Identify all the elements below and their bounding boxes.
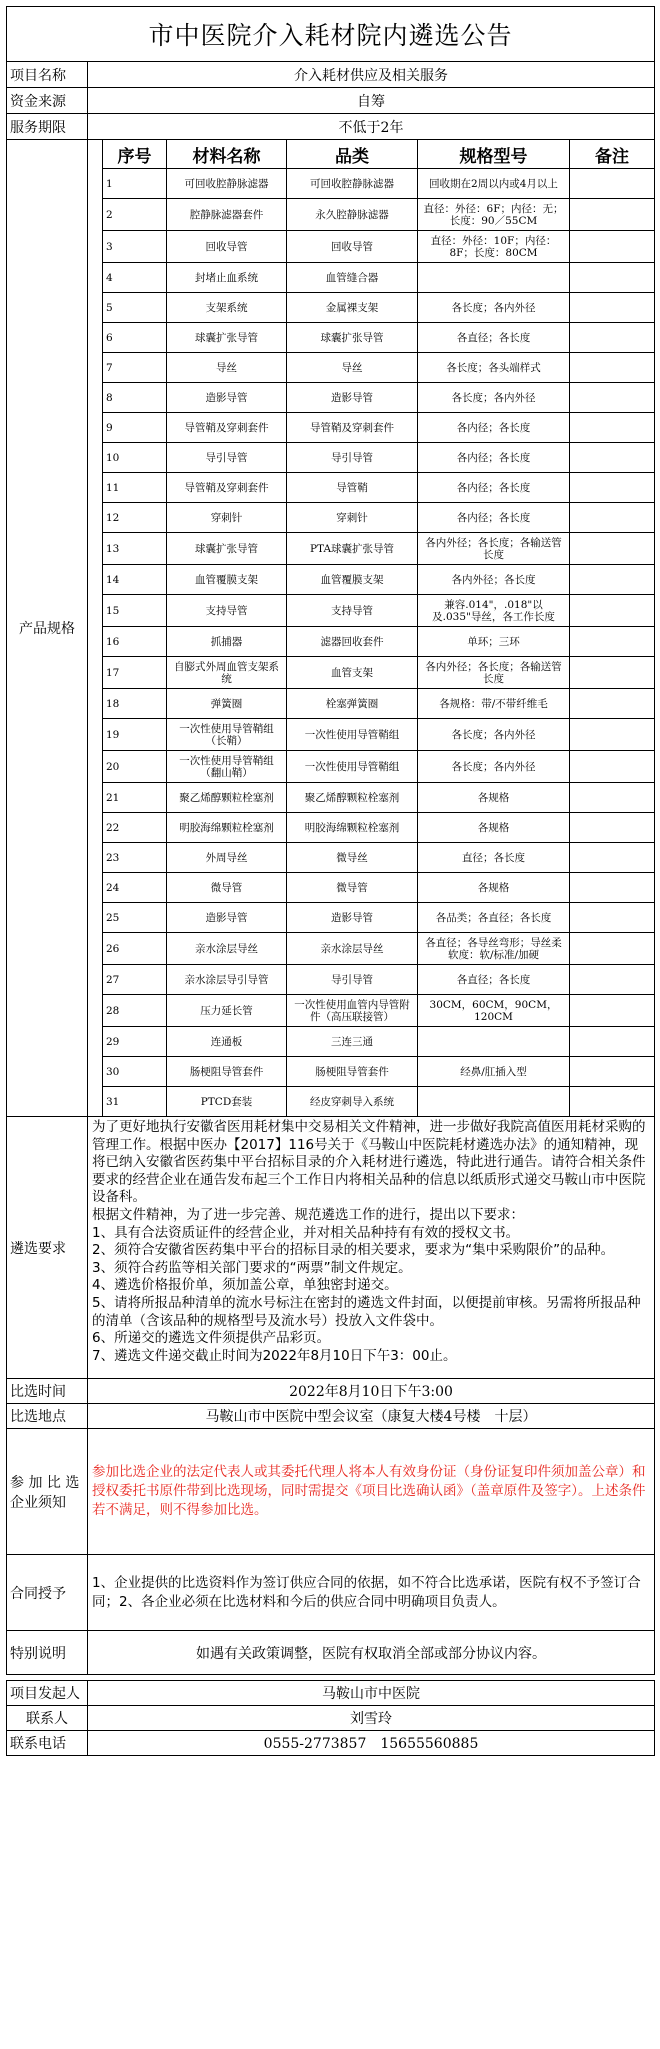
row-note bbox=[570, 231, 655, 263]
requirements-text bbox=[88, 1117, 655, 1379]
row-note bbox=[570, 199, 655, 231]
row-category: 血管缝合器 bbox=[287, 263, 418, 293]
row-no: 27 bbox=[103, 965, 167, 995]
row-spec-model: 经鼻/肛插入型 bbox=[418, 1057, 570, 1087]
initiator-value: 马鞍山市中医院 bbox=[88, 1681, 655, 1706]
row-note bbox=[570, 965, 655, 995]
row-no: 19 bbox=[103, 719, 167, 751]
row-material-name: 球囊扩张导管 bbox=[167, 533, 287, 565]
requirement-paragraph: 6、所递交的遴选文件须提供产品彩页。 bbox=[92, 1330, 331, 1347]
row-material-name: 外周导丝 bbox=[167, 843, 287, 873]
row-material-name: 亲水涂层导丝 bbox=[167, 933, 287, 965]
row-note bbox=[570, 353, 655, 383]
row-no: 13 bbox=[103, 533, 167, 565]
row-note bbox=[570, 1027, 655, 1057]
row-material-name: 聚乙烯醇颗粒栓塞剂 bbox=[167, 783, 287, 813]
row-note bbox=[570, 473, 655, 503]
row-material-name: 微导管 bbox=[167, 873, 287, 903]
table-row bbox=[7, 565, 655, 595]
row-spec-model: 30CM，60CM，90CM，120CM bbox=[418, 995, 570, 1027]
row-material-name: 肠梗阻导管套件 bbox=[167, 1057, 287, 1087]
table-row bbox=[7, 263, 655, 293]
row-no: 23 bbox=[103, 843, 167, 873]
row-spec-model: 各直径；各长度 bbox=[418, 965, 570, 995]
row-note bbox=[570, 689, 655, 719]
row-material-name: 一次性使用导管鞘组（翻山鞘） bbox=[167, 751, 287, 783]
row-category: 一次性使用导管鞘组 bbox=[287, 751, 418, 783]
row-spec-model: 各长度；各头端样式 bbox=[418, 353, 570, 383]
row-material-name: 压力延长管 bbox=[167, 995, 287, 1027]
row-spec-model: 各内径；各长度 bbox=[418, 443, 570, 473]
row-note bbox=[570, 903, 655, 933]
requirement-paragraph: 4、遴选价格报价单，须加盖公章，单独密封递交。 bbox=[92, 1277, 398, 1294]
row-category: 聚乙烯醇颗粒栓塞剂 bbox=[287, 783, 418, 813]
bid-time-label: 比选时间 bbox=[7, 1379, 88, 1404]
row-category: 金属裸支架 bbox=[287, 293, 418, 323]
row-material-name: 球囊扩张导管 bbox=[167, 323, 287, 353]
row-material-name: 导引导管 bbox=[167, 443, 287, 473]
table-row bbox=[7, 199, 655, 231]
row-note bbox=[570, 533, 655, 565]
row-material-name: 造影导管 bbox=[167, 903, 287, 933]
row-no: 17 bbox=[103, 657, 167, 689]
row-no: 28 bbox=[103, 995, 167, 1027]
table-row bbox=[7, 627, 655, 657]
table-row bbox=[7, 843, 655, 873]
row-note bbox=[570, 657, 655, 689]
row-material-name: 支持导管 bbox=[167, 595, 287, 627]
special-label: 特别说明 bbox=[7, 1631, 88, 1675]
row-spec-model bbox=[418, 1087, 570, 1117]
row-note bbox=[570, 995, 655, 1027]
row-no: 4 bbox=[103, 263, 167, 293]
row-category: 支持导管 bbox=[287, 595, 418, 627]
table-row bbox=[7, 965, 655, 995]
row-category: 导引导管 bbox=[287, 443, 418, 473]
row-spec-model: 各直径；各长度 bbox=[418, 323, 570, 353]
row-spec-model bbox=[418, 1027, 570, 1057]
row-spec-model bbox=[418, 263, 570, 293]
announcement-sheet bbox=[6, 6, 654, 2043]
row-spec-model: 各内外径；各长度；各输送管长度 bbox=[418, 657, 570, 689]
row-category: 明胶海绵颗粒栓塞剂 bbox=[287, 813, 418, 843]
row-category: 永久腔静脉滤器 bbox=[287, 199, 418, 231]
row-category: 一次性使用导管鞘组 bbox=[287, 719, 418, 751]
row-note bbox=[570, 503, 655, 533]
row-spec-model: 各长度；各内外径 bbox=[418, 383, 570, 413]
table-row bbox=[7, 873, 655, 903]
row-category: 导引导管 bbox=[287, 965, 418, 995]
special-text: 如遇有关政策调整，医院有权取消全部或部分协议内容。 bbox=[88, 1631, 655, 1675]
row-material-name: 导丝 bbox=[167, 353, 287, 383]
row-no: 24 bbox=[103, 873, 167, 903]
row-no: 2 bbox=[103, 199, 167, 231]
row-category: 造影导管 bbox=[287, 383, 418, 413]
requirements-label: 遴选要求 bbox=[7, 1117, 88, 1379]
row-note bbox=[570, 1057, 655, 1087]
table-row bbox=[7, 1087, 655, 1117]
requirement-paragraph: 3、须符合药监等相关部门要求的“两票”制文件规定。 bbox=[92, 1259, 412, 1276]
header-spec-model: 规格型号 bbox=[418, 140, 570, 169]
notice-label-line1: 参 加 比 选 bbox=[10, 1474, 80, 1491]
row-material-name: 弹簧圈 bbox=[167, 689, 287, 719]
row-no: 5 bbox=[103, 293, 167, 323]
contact-label: 联系人 bbox=[7, 1706, 88, 1731]
row-material-name: 腔静脉滤器套件 bbox=[167, 199, 287, 231]
service-period-value: 不低于2年 bbox=[88, 114, 655, 140]
row-note bbox=[570, 1087, 655, 1117]
row-category: 造影导管 bbox=[287, 903, 418, 933]
row-no: 20 bbox=[103, 751, 167, 783]
table-row bbox=[7, 595, 655, 627]
row-material-name: 回收导管 bbox=[167, 231, 287, 263]
row-category: 三连三通 bbox=[287, 1027, 418, 1057]
table-row bbox=[7, 503, 655, 533]
table-row bbox=[7, 293, 655, 323]
row-spec-model: 各品类；各直径；各长度 bbox=[418, 903, 570, 933]
row-note bbox=[570, 783, 655, 813]
table-row bbox=[7, 1057, 655, 1087]
table-row bbox=[7, 353, 655, 383]
row-no: 26 bbox=[103, 933, 167, 965]
row-spec-model: 兼容.014"，.018"以及.035"导丝，各工作长度 bbox=[418, 595, 570, 627]
row-spec-model: 各规格 bbox=[418, 873, 570, 903]
announcement-table bbox=[6, 6, 655, 1756]
notice-label-line2: 企业须知 bbox=[10, 1494, 66, 1511]
row-material-name: 亲水涂层导引导管 bbox=[167, 965, 287, 995]
row-no: 21 bbox=[103, 783, 167, 813]
row-category: 经皮穿刺导入系统 bbox=[287, 1087, 418, 1117]
row-category: 可回收腔静脉滤器 bbox=[287, 169, 418, 199]
row-category: 导丝 bbox=[287, 353, 418, 383]
contract-text: 1、企业提供的比选资料作为签订供应合同的依据，如不符合比选承诺，医院有权不予签订合同；2、各企业必须在比选材料和今后的供应合同中明确项目负责人。 bbox=[88, 1555, 655, 1631]
header-no: 序号 bbox=[103, 140, 167, 169]
row-no: 16 bbox=[103, 627, 167, 657]
row-material-name: 可回收腔静脉滤器 bbox=[167, 169, 287, 199]
table-row bbox=[7, 813, 655, 843]
row-material-name: 一次性使用导管鞘组（长鞘） bbox=[167, 719, 287, 751]
table-row bbox=[7, 657, 655, 689]
row-note bbox=[570, 873, 655, 903]
requirement-paragraph: 5、请将所报品种清单的流水号标注在密封的遴选文件封面，以便提前审核。另需将所报品种的清单（含该品种的规格型号及流水号）投放入文件袋中。 bbox=[92, 1294, 641, 1329]
table-row bbox=[7, 443, 655, 473]
row-category: 微导丝 bbox=[287, 843, 418, 873]
row-category: 回收导管 bbox=[287, 231, 418, 263]
table-row bbox=[7, 903, 655, 933]
row-spec-model: 各长度；各内外径 bbox=[418, 719, 570, 751]
row-no: 14 bbox=[103, 565, 167, 595]
row-material-name: PTCD套装 bbox=[167, 1087, 287, 1117]
row-category: 亲水涂层导丝 bbox=[287, 933, 418, 965]
row-no: 30 bbox=[103, 1057, 167, 1087]
row-category: 球囊扩张导管 bbox=[287, 323, 418, 353]
row-material-name: 导管鞘及穿刺套件 bbox=[167, 473, 287, 503]
table-row bbox=[7, 413, 655, 443]
row-category: 血管覆膜支架 bbox=[287, 565, 418, 595]
row-material-name: 封堵止血系统 bbox=[167, 263, 287, 293]
row-spec-model: 各内径；各长度 bbox=[418, 503, 570, 533]
table-row bbox=[7, 719, 655, 751]
row-material-name: 自膨式外周血管支架系统 bbox=[167, 657, 287, 689]
row-spec-model: 回收期在2周以内或4月以上 bbox=[418, 169, 570, 199]
row-note bbox=[570, 413, 655, 443]
header-material-name: 材料名称 bbox=[167, 140, 287, 169]
row-spec-model: 各规格 bbox=[418, 783, 570, 813]
row-category: 血管支架 bbox=[287, 657, 418, 689]
row-spec-model: 各内外径；各长度；各输送管长度 bbox=[418, 533, 570, 565]
row-no: 18 bbox=[103, 689, 167, 719]
row-spec-model: 各长度；各内外径 bbox=[418, 751, 570, 783]
row-note bbox=[570, 719, 655, 751]
bid-place-value: 马鞍山市中医院中型会议室（康复大楼4号楼 十层） bbox=[88, 1404, 655, 1429]
row-note bbox=[570, 263, 655, 293]
table-row bbox=[7, 383, 655, 413]
row-spec-model: 直径；各长度 bbox=[418, 843, 570, 873]
row-spec-model: 各规格：带/不带纤维毛 bbox=[418, 689, 570, 719]
row-spec-model: 直径：外径：10F；内径：8F；长度：80CM bbox=[418, 231, 570, 263]
row-note bbox=[570, 383, 655, 413]
row-no: 9 bbox=[103, 413, 167, 443]
phone-value: 0555-2773857 15655560885 bbox=[88, 1731, 655, 1756]
row-no: 11 bbox=[103, 473, 167, 503]
table-row bbox=[7, 533, 655, 565]
row-no: 6 bbox=[103, 323, 167, 353]
row-spec-model: 各内径；各长度 bbox=[418, 413, 570, 443]
row-spec-model: 各内外径；各长度 bbox=[418, 565, 570, 595]
row-no: 12 bbox=[103, 503, 167, 533]
spec-gutter bbox=[88, 140, 103, 1117]
requirement-paragraph: 根据文件精神，为了进一步完善、规范遴选工作的进行，提出以下要求： bbox=[92, 1206, 524, 1223]
row-no: 25 bbox=[103, 903, 167, 933]
row-category: 导管鞘 bbox=[287, 473, 418, 503]
table-row bbox=[7, 783, 655, 813]
header-note: 备注 bbox=[570, 140, 655, 169]
row-material-name: 造影导管 bbox=[167, 383, 287, 413]
requirement-paragraph: 1、具有合法资质证件的经营企业，并对相关品种持有有效的授权文书。 bbox=[92, 1224, 520, 1241]
row-category: 肠梗阻导管套件 bbox=[287, 1057, 418, 1087]
row-note bbox=[570, 843, 655, 873]
row-material-name: 血管覆膜支架 bbox=[167, 565, 287, 595]
requirement-paragraph: 7、遴选文件递交截止时间为2022年8月10日下午3：00止。 bbox=[92, 1347, 457, 1364]
table-row bbox=[7, 933, 655, 965]
row-material-name: 抓捕器 bbox=[167, 627, 287, 657]
row-spec-model: 各长度；各内外径 bbox=[418, 293, 570, 323]
row-category: 导管鞘及穿刺套件 bbox=[287, 413, 418, 443]
row-note bbox=[570, 751, 655, 783]
table-row bbox=[7, 995, 655, 1027]
project-name-value: 介入耗材供应及相关服务 bbox=[88, 62, 655, 88]
row-no: 29 bbox=[103, 1027, 167, 1057]
row-spec-model: 各内径；各长度 bbox=[418, 473, 570, 503]
contact-value: 刘雪玲 bbox=[88, 1706, 655, 1731]
service-period-label: 服务期限 bbox=[7, 114, 88, 140]
table-row bbox=[7, 169, 655, 199]
spec-section-label: 产品规格 bbox=[7, 140, 88, 1117]
initiator-label: 项目发起人 bbox=[7, 1681, 88, 1706]
phone-label: 联系电话 bbox=[7, 1731, 88, 1756]
header-category: 品类 bbox=[287, 140, 418, 169]
row-category: 栓塞弹簧圈 bbox=[287, 689, 418, 719]
notice-label bbox=[7, 1429, 88, 1555]
row-no: 10 bbox=[103, 443, 167, 473]
funding-value: 自筹 bbox=[88, 88, 655, 114]
row-material-name: 明胶海绵颗粒栓塞剂 bbox=[167, 813, 287, 843]
row-no: 22 bbox=[103, 813, 167, 843]
row-spec-model: 单环；三环 bbox=[418, 627, 570, 657]
row-note bbox=[570, 443, 655, 473]
row-category: 微导管 bbox=[287, 873, 418, 903]
row-spec-model: 直径：外径：6F；内径：无；长度：90／55CM bbox=[418, 199, 570, 231]
row-note bbox=[570, 323, 655, 353]
row-note bbox=[570, 565, 655, 595]
row-no: 3 bbox=[103, 231, 167, 263]
row-category: 穿刺针 bbox=[287, 503, 418, 533]
row-category: 一次性使用血管内导管附件（高压联接管） bbox=[287, 995, 418, 1027]
row-no: 1 bbox=[103, 169, 167, 199]
row-note bbox=[570, 627, 655, 657]
row-material-name: 穿刺针 bbox=[167, 503, 287, 533]
row-category: 滤器回收套件 bbox=[287, 627, 418, 657]
project-name-label: 项目名称 bbox=[7, 62, 88, 88]
row-material-name: 支架系统 bbox=[167, 293, 287, 323]
row-no: 15 bbox=[103, 595, 167, 627]
row-note bbox=[570, 595, 655, 627]
row-no: 31 bbox=[103, 1087, 167, 1117]
table-row bbox=[7, 1027, 655, 1057]
row-material-name: 导管鞘及穿刺套件 bbox=[167, 413, 287, 443]
row-note bbox=[570, 813, 655, 843]
table-row bbox=[7, 231, 655, 263]
row-category: PTA球囊扩张导管 bbox=[287, 533, 418, 565]
table-row bbox=[7, 323, 655, 353]
requirement-paragraph: 为了更好地执行安徽省医用耗材集中交易相关文件精神，进一步做好我院高值医用耗材采购的管理工作。根据中医办【2017】116号关于《马鞍山中医院耗材遴选办法》的通知精神，现将已纳入安徽省医药集中平台招标目录的介入耗材进行遴选，特此进行通告。请符合相关条件要求的经营企业在通告发布起三个工作日内将相关品种的信息以纸质形式递交马鞍山市中医院设备科。 bbox=[92, 1119, 646, 1206]
table-row bbox=[7, 473, 655, 503]
table-row bbox=[7, 689, 655, 719]
row-note bbox=[570, 293, 655, 323]
row-no: 8 bbox=[103, 383, 167, 413]
row-note bbox=[570, 933, 655, 965]
notice-text: 参加比选企业的法定代表人或其委托代理人将本人有效身份证（身份证复印件须加盖公章）和授权委托书原件带到比选现场，同时需提交《项目比选确认函》（盖章原件及签字）。上述条件若不满足，则不得参加比选。 bbox=[88, 1429, 655, 1555]
row-material-name: 连通板 bbox=[167, 1027, 287, 1057]
row-spec-model: 各规格 bbox=[418, 813, 570, 843]
contract-label: 合同授予 bbox=[7, 1555, 88, 1631]
bid-time-value: 2022年8月10日下午3:00 bbox=[88, 1379, 655, 1404]
table-row bbox=[7, 751, 655, 783]
funding-label: 资金来源 bbox=[7, 88, 88, 114]
page-title: 市中医院介入耗材院内遴选公告 bbox=[7, 7, 655, 62]
row-note bbox=[570, 169, 655, 199]
requirement-paragraph: 2、须符合安徽省医药集中平台的招标目录的相关要求，要求为“集中采购限价”的品种。 bbox=[92, 1242, 615, 1259]
row-no: 7 bbox=[103, 353, 167, 383]
row-spec-model: 各直径；各导丝弯形；导丝柔软度：软/标准/加硬 bbox=[418, 933, 570, 965]
bid-place-label: 比选地点 bbox=[7, 1404, 88, 1429]
